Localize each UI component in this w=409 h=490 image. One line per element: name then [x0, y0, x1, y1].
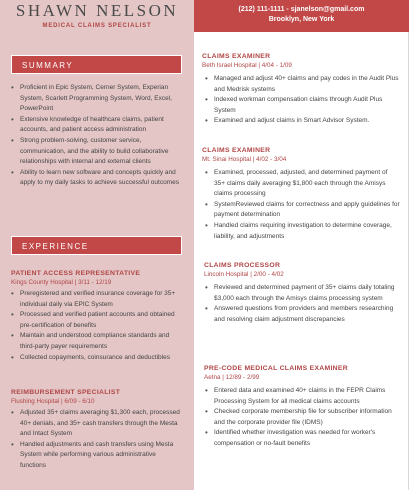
job-duty: • Handled adjustments and cash transfers using Mesta System while performing various administrative functions [11, 440, 183, 472]
job-employer-dates: Kings County Hospital | 3/11 - 12/19 [11, 279, 112, 286]
right-column [194, 0, 409, 490]
job-patient-access [11, 270, 183, 363]
job-claims-examiner-sinai [202, 147, 400, 242]
job-duties-list [202, 168, 400, 242]
job-duties-list [11, 408, 183, 472]
summary-item: • Strong problem-solving, customer service, communication, and the ability to build collaborative relationships with internal and external clients [11, 136, 181, 168]
job-reimbursement [11, 389, 183, 472]
job-duties-list [11, 289, 183, 363]
job-claims-processor [204, 262, 400, 325]
job-title: REIMBURSEMENT SPECIALIST [11, 389, 121, 396]
job-employer-dates: Lincoln Hospital | 2/00 - 4/02 [204, 271, 284, 278]
job-title: CLAIMS EXAMINER [202, 147, 271, 154]
job-duty: • Reviewed and determined payment of 35+ claims daily totaling $3,000 each through the Amisys claims processing system [205, 283, 400, 304]
location: Brooklyn, New York [268, 16, 335, 23]
job-duty: • Answered questions from providers and members researching and resolving claim adjustment discrepancies [205, 304, 400, 325]
job-duty: • Managed and adjust 40+ claims and pay codes in the Audit Plus and Medrisk systems [205, 74, 400, 95]
job-duty: • Processed and verified patient accounts and obtained pre-certification of benefits [11, 310, 183, 331]
job-duty: • Handled claims requiring investigation to determine coverage, liability, and adjustments [205, 221, 400, 242]
job-duty: • SystemReviewed claims for correctness and apply guidelines for payment determination [205, 200, 400, 221]
job-title: CLAIMS EXAMINER [202, 53, 271, 60]
job-claims-examiner-beth [202, 53, 400, 127]
phone-number: (212) 111-1111 [238, 6, 285, 13]
job-duty: • Collected copayments, coinsurance and deductibles [11, 353, 183, 364]
left-column [0, 0, 194, 490]
contact-separator: - [286, 6, 289, 13]
job-duties-list [204, 283, 400, 325]
job-title: PRE-CODE MEDICAL CLAIMS EXAMINER [204, 365, 348, 372]
contact-line [194, 6, 409, 13]
job-employer-dates: Mt. Sinai Hospital | 4/02 - 3/04 [202, 156, 287, 163]
summary-item: • Proficient in Epic System, Cerner System, Experian System, Scarlett Programming System, Word, Excel, PowerPoint [11, 83, 181, 115]
summary-list [11, 83, 181, 189]
email-address: sjanelson@gmail.com [290, 6, 365, 13]
job-duty: • Checked corporate membership file for subscriber information and the corporate provider file (IDMS) [205, 407, 400, 428]
job-duty: • Examined, processed, adjusted, and determined payment of 35+ claims daily averaging $1,800 each through the Amisys claims processing [205, 168, 400, 200]
job-duties-list [202, 74, 400, 127]
job-employer-dates: Aetna | 12/89 - 2/99 [204, 374, 260, 381]
job-title: CLAIMS PROCESSOR [204, 262, 281, 269]
job-duty: • Examined and adjust claims in Smart Advisor System. [205, 116, 400, 127]
candidate-name: SHAWN NELSON [15, 1, 179, 20]
job-duty: • Entered data and examined 40+ claims in the FEPR Claims Processing System for all medical claims accounts [205, 386, 400, 407]
job-duty: • Maintain and understood compliance standards and third-party payer requirements [11, 331, 183, 352]
job-subtitle: MEDICAL CLAIMS SPECIALIST [42, 23, 152, 29]
summary-item: • Extensive knowledge of healthcare claims, patient accounts, and patient access administration [11, 115, 181, 136]
contact-box [194, 0, 409, 32]
job-employer-dates: Beth Israel Hospital | 4/04 - 1/09 [202, 62, 292, 69]
job-duty: • Preregistered and verified insurance coverage for 35+ individual daily via EPIC System [11, 289, 183, 310]
job-duty: • Identified whether investigation was needed for worker's compensation or no-fault benefits [205, 428, 400, 449]
summary-item: • Ability to learn new software and concepts quickly and apply to my daily tasks to achieve successful outcomes [11, 168, 181, 189]
job-precode-examiner [204, 365, 400, 450]
summary-heading: SUMMARY [11, 55, 182, 74]
job-duty: • Indexed workman compensation claims through Audit Plus System [205, 95, 400, 116]
experience-heading: EXPERIENCE [11, 236, 182, 255]
job-duties-list [204, 386, 400, 450]
job-duty: • Adjusted 35+ claims averaging $1,300 each, processed 40+ denials, and 35+ cash transfers through the Mesta and Intact System [11, 408, 183, 440]
job-title: PATIENT ACCESS REPRESENTATIVE [11, 270, 141, 277]
job-employer-dates: Flushing Hospital | 6/09 - 6/10 [11, 398, 95, 405]
